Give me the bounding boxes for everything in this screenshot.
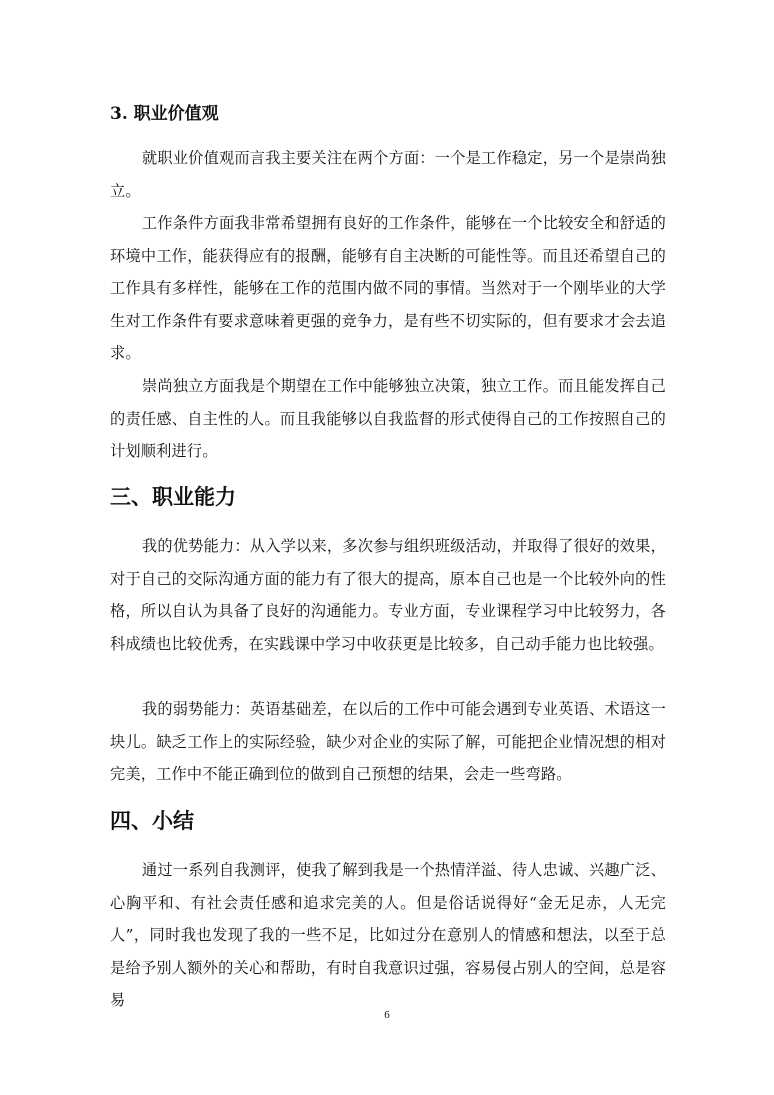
- section-heading-work-values: 3. 职业价值观: [110, 104, 219, 124]
- section-heading-summary: 四、小结: [110, 808, 194, 833]
- paragraph-summary: 通过一系列自我测评，使我了解到我是一个热情洋溢、待人忠诚、兴趣广泛、心胸平和、有社会责任感和追求完美的人。但是俗话说得好“金无足赤，人无完人”，同时我也发现了我的一些不足，比如过分在意别人的情感和想法，以至于总是给予别人额外的关心和帮助，有时自我意识过强，容易侵占别人的空间，总是容易: [110, 861, 666, 1010]
- paragraph-independence: 崇尚独立方面我是个期望在工作中能够独立决策，独立工作。而且能发挥自己的责任感、自主性的人。而且我能够以自我监督的形式使得自己的工作按照自己的计划顺利进行。: [110, 377, 666, 461]
- paragraph-work-conditions: 工作条件方面我非常希望拥有良好的工作条件，能够在一个比较安全和舒适的环境中工作，能获得应有的报酬，能够有自主决断的可能性等。而且还希望自己的工作具有多样性，能够在工作的范围内做不同的事情。当然对于一个刚毕业的大学生对工作条件有要求意味着更强的竞争力，是有些不切实际的，但有要求才会去追求。: [110, 214, 666, 363]
- paragraph-weaknesses: 我的弱势能力：英语基础差，在以后的工作中可能会遇到专业英语、术语这一块儿。缺乏工作上的实际经验，缺少对企业的实际了解，可能把企业情况想的相对完美，工作中不能正确到位的做到自己预想的结果，会走一些弯路。: [110, 700, 666, 784]
- paragraph-work-values-intro: 就职业价值观而言我主要关注在两个方面：一个是工作稳定，另一个是崇尚独立。: [110, 149, 666, 200]
- page-number: 6: [384, 1009, 390, 1021]
- paragraph-strengths: 我的优势能力：从入学以来，多次参与组织班级活动，并取得了很好的效果，对于自己的交际沟通方面的能力有了很大的提高，原本自己也是一个比较外向的性格，所以自认为具备了良好的沟通能力。专业方面，专业课程学习中比较努力，各科成绩也比较优秀，在实践课中学习中收获更是比较多，自己动手能力也比较强。: [110, 537, 666, 653]
- section-heading-career-abilities: 三、职业能力: [110, 484, 236, 509]
